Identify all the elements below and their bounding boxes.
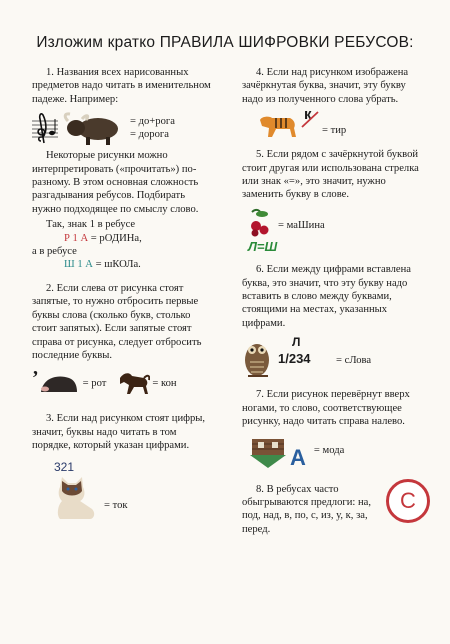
rule-1-results [130, 115, 175, 141]
rule-3-text: 3. Если над рисунком стоят цифры, значит, буквы надо читать в том порядке, который указан цифрами. [32, 413, 206, 452]
comma-icon: ’ [32, 366, 39, 389]
buffalo-icon [62, 111, 124, 145]
rule-1-text: 1. Названия всех нарисованных предметов надо читать в именительном падеже. Например: [32, 67, 211, 105]
example-2-code: Ш 1 А [64, 259, 93, 271]
rule-7-text: 7. Если рисунок перевёрнут вверх ногами, то слово, соответствующее рисунку, надо читать справа налево. [242, 389, 410, 428]
rule-8-block [242, 483, 426, 537]
rule-2-example [32, 366, 214, 396]
crossed-letter [300, 106, 320, 138]
rule-4-text: 4. Если над рисунком изображена зачёркнутая буква, значит, эту букву надо из полученного слова убрать. [242, 67, 409, 105]
rule-6-example [242, 334, 426, 378]
rule-5-text: 5. Если рядом с зачёркнутой буквой стоит другая или использована стрелка или знак «=», это значит, нужно заменить букву в слове. [242, 149, 419, 201]
rule-4-equation: = тир [322, 124, 347, 136]
rule-3-digits: 321 [54, 459, 75, 474]
rule-7-letter: А [290, 444, 306, 470]
crossed-letter-k: к [304, 106, 312, 124]
rule-7-equation: = мода [313, 444, 345, 456]
rule-4-example [256, 106, 426, 138]
page-title: Изложим кратко ПРАВИЛА ШИФРОВКИ РЕБУСОВ: [36, 34, 414, 51]
rule-2-equation-1: = рот [82, 377, 107, 389]
cat-icon [50, 475, 102, 519]
example-2-result: = шКОЛа. [95, 259, 141, 271]
example-intro: Так, знак 1 в ребусе [46, 219, 136, 231]
upside-down-house-icon [248, 437, 288, 469]
example-1 [32, 232, 214, 245]
rule-3-example [32, 461, 214, 521]
example-2 [32, 258, 214, 271]
tiger-icon [256, 110, 300, 138]
example-mid-text: а в ребусе [32, 246, 77, 258]
rule-5-formula: Л=Ш [248, 238, 278, 254]
rule-1-equation-2: = дорога [130, 129, 169, 141]
rule-2-text: 2. Если слева от рисунка стоят запятые, то нужно отбросить первые буквы слова (сколько букв, столько стоит запятых). Если запятые стоят справа от рисунка, следует отбросить последние буквы. [32, 282, 202, 361]
rule-6-digits: 1/234 [278, 351, 311, 367]
rule-6-equation: = сЛова [336, 354, 372, 366]
horse-icon [116, 370, 150, 396]
rule-6-code [278, 334, 332, 378]
rule-7-example [248, 437, 426, 469]
rule-3-equation: = ток [104, 499, 128, 511]
mole-icon [39, 372, 79, 394]
rule-1-example [32, 111, 214, 145]
right-column [242, 66, 426, 536]
owl-icon [242, 334, 272, 378]
rule-2-equation-2: = кон [152, 377, 177, 389]
example-1-code: Р 1 А [64, 232, 89, 244]
treble-clef-icon [32, 111, 58, 145]
rule-6-text: 6. Если между цифрами вставлена буква, это значит, что эту букву надо вставить в слово между буквами, стоящими на местах, указанных цифрами. [242, 264, 411, 329]
rule-5-equation: = маШина [278, 220, 325, 232]
strike-icon [300, 106, 320, 130]
rule-6-letter: Л [292, 335, 301, 350]
left-column [32, 66, 214, 521]
rule-8-text: 8. В ребусах часто обыгрываются предлоги: на, под, над, в, по, с, из, у, к, за, перед. [242, 483, 372, 535]
example-1-result: = рОДИНа, [90, 232, 142, 244]
interpretation-paragraph: Некоторые рисунки можно интерпретировать («прочитать») по-разному. В этом основная сложность разгадывания ребусов. Подбирать нужно подходящее по смыслу слово. [32, 150, 199, 215]
preposition-badge: С [386, 479, 430, 523]
raspberry-icon [246, 208, 272, 238]
rule-1-equation-1: = до+рога [130, 116, 175, 128]
rule-5-example [246, 208, 426, 238]
